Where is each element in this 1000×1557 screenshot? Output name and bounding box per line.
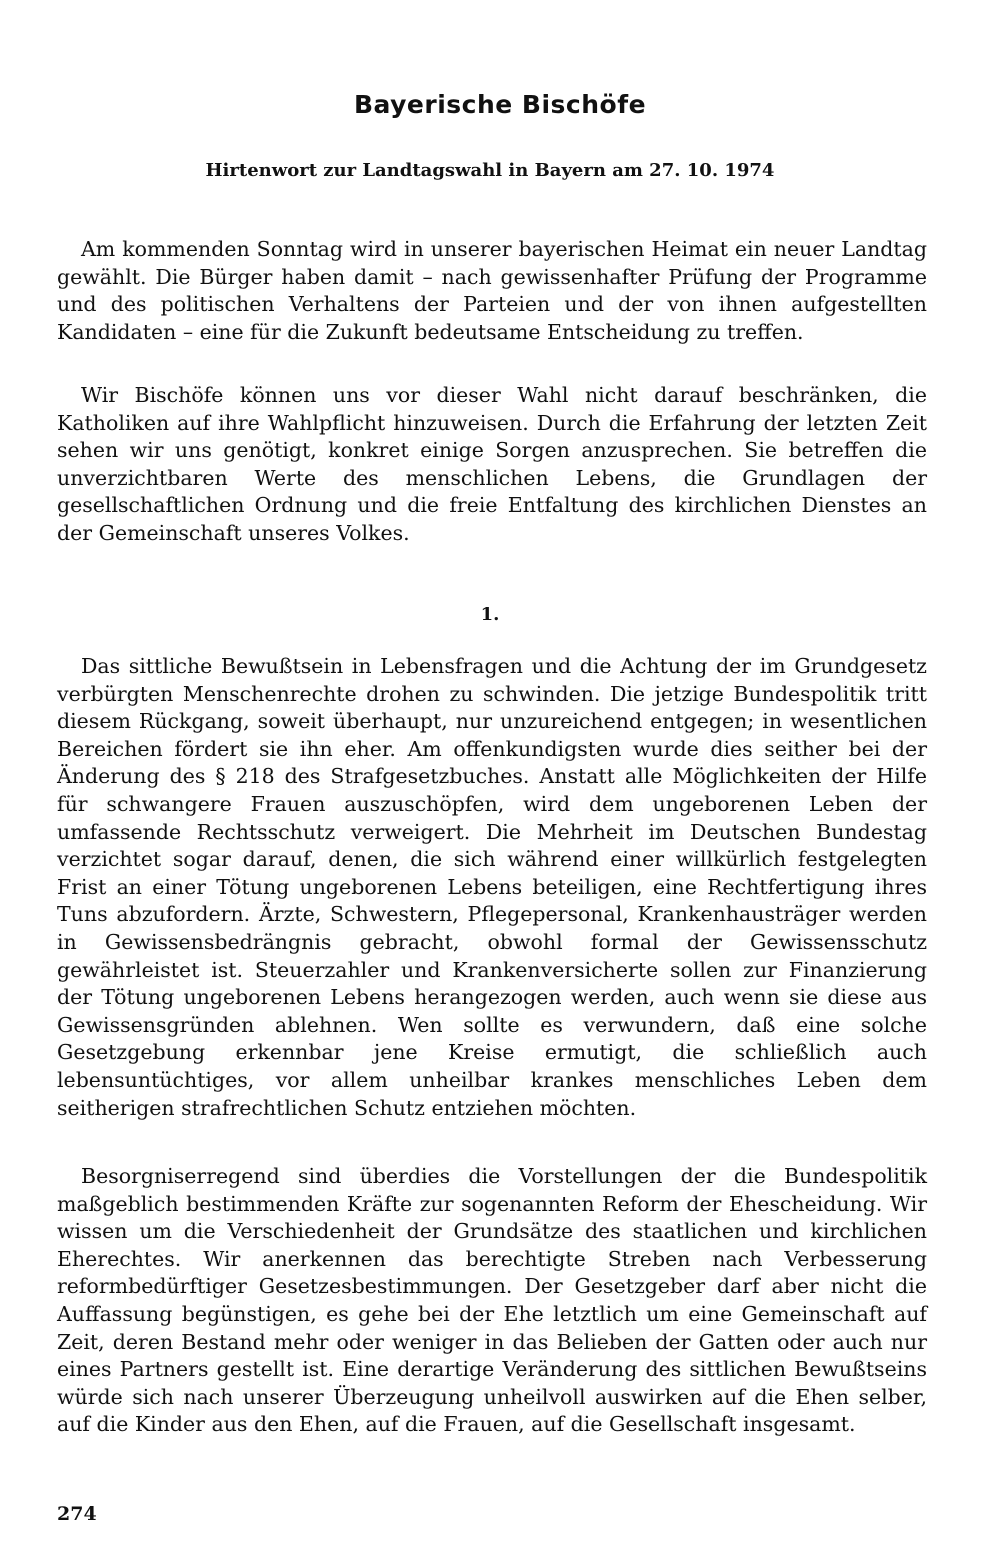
page-number: 274: [57, 1503, 97, 1525]
section-paragraph: Das sittliche Bewußtsein in Lebensfragen und die Achtung der im Grundgesetz verbürgten Menschenrechte drohen zu schwinden. Die jetzige Bundespolitik tritt diesem Rückgang, soweit überhaupt, nur unzureichend entgegen; in wesentlichen Bereichen fördert sie ihn eher. Am offenkundigsten wurde dies seither bei der Änderung des § 218 des Strafgesetzbuches. Anstatt alle Möglichkeiten der Hilfe für schwangere Frauen auszuschöpfen, wird dem ungeborenen Leben der umfassende Rechtsschutz verweigert. Die Mehrheit im Deutschen Bundestag verzichtet sogar darauf, denen, die sich während einer willkürlich festgelegten Frist an einer Tötung ungeborenen Lebens beteiligen, eine Rechtfertigung ihres Tuns abzufordern. Ärzte, Schwestern, Pflegepersonal, Krankenhausträger werden in Gewissensbedrängnis gebracht, obwohl formal der Gewissensschutz gewährleistet ist. Steuerzahler und Krankenversicherte sollen zur Finanzierung der Tötung ungeborenen Lebens herangezogen werden, auch wenn sie diese aus Gewissensgründen ablehnen. Wen sollte es verwundern, daß eine solche Gesetzgebung erkennbar jene Kreise ermutigt, die schließlich auch lebensuntüchtiges, vor allem unheilbar krankes menschliches Leben dem seitherigen strafrechtlichen Schutz entziehen möchten.: [57, 654, 927, 1120]
section-number: 1.: [480, 604, 500, 625]
page-title: Bayerische Bischöfe: [353, 90, 647, 119]
body-paragraph: Wir Bischöfe können uns vor dieser Wahl nicht darauf beschränken, die Katholiken auf ihre Wahlpflicht hinzuweisen. Durch die Erfahrung der letzten Zeit sehen wir uns genötigt, konkret einige Sorgen anzusprechen. Sie betreffen die unverzichtbaren Werte des menschlichen Lebens, die Grundlagen der gesellschaftlichen Ordnung und die freie Entfaltung des kirchlichen Dienstes an der Gemeinschaft unseres Volkes.: [57, 383, 927, 545]
section-paragraph: Besorgniserregend sind überdies die Vorstellungen der die Bundespolitik maßgeblich bestimmenden Kräfte zur sogenannten Reform der Ehescheidung. Wir wissen um die Verschiedenheit der Grundsätze des staatlichen und kirchlichen Eherechtes. Wir anerkennen das berechtigte Streben nach Verbesserung reformbedürftiger Gesetzesbestimmungen. Der Gesetzgeber darf aber nicht die Auffassung begünstigen, es gehe bei der Ehe letztlich um eine Gemeinschaft auf Zeit, deren Bestand mehr oder weniger in das Belieben der Gatten oder auch nur eines Partners gestellt ist. Eine derartige Veränderung des sittlichen Bewußtseins würde sich nach unserer Überzeugung unheilvoll auswirken auf die Ehen selber, auf die Kinder aus den Ehen, auf die Frauen, auf die Gesellschaft insgesamt.: [57, 1164, 927, 1437]
body-paragraph: Am kommenden Sonntag wird in unserer bayerischen Heimat ein neuer Landtag gewählt. Die Bürger haben damit – nach gewissenhafter Prüfung der Programme und des politischen Verhaltens der Parteien und der von ihnen aufgestellten Kandidaten – eine für die Zukunft bedeutsame Entscheidung zu treffen.: [57, 237, 927, 344]
page-subtitle: Hirtenwort zur Landtagswahl in Bayern am 27. 10. 1974: [205, 160, 775, 181]
